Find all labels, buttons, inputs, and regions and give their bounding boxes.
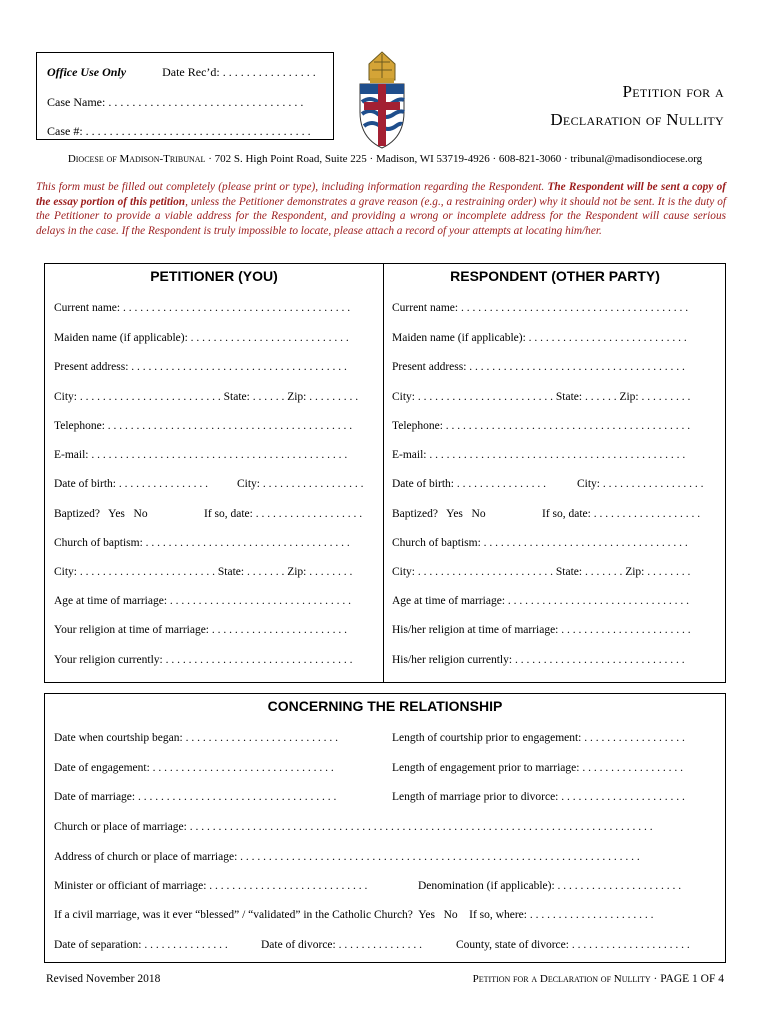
respondent-age-marriage-field[interactable]: Age at time of marriage: . . . . . . . . . . . . . . . . . . . . . . . . . . . . . . . .: [392, 595, 690, 607]
respondent-telephone-field[interactable]: Telephone: . . . . . . . . . . . . . . . . . . . . . . . . . . . . . . . . . . . . . . . . . . .: [392, 420, 691, 432]
respondent-header: RESPONDENT (OTHER PARTY): [450, 268, 660, 284]
page-number: · PAGE 1 OF 4: [650, 973, 724, 985]
respondent-current-name-field[interactable]: Current name: . . . . . . . . . . . . . . . . . . . . . . . . . . . . . . . . . . . . . . . .: [392, 302, 689, 314]
divorce-date-field[interactable]: Date of divorce: . . . . . . . . . . . . . . .: [261, 939, 422, 951]
courtship-began-field[interactable]: Date when courtship began: . . . . . . . . . . . . . . . . . . . . . . . . . . .: [54, 732, 338, 744]
engagement-date-field[interactable]: Date of engagement: . . . . . . . . . . . . . . . . . . . . . . . . . . . . . . . .: [54, 762, 334, 774]
instructions-paragraph: [36, 180, 726, 238]
diocese-name: Diocese of Madison-Tribunal: [67, 153, 206, 165]
respondent-maiden-name-field[interactable]: Maiden name (if applicable): . . . . . . . . . . . . . . . . . . . . . . . . . . . .: [392, 332, 687, 344]
office-use-row: [47, 65, 316, 80]
courtship-length-field[interactable]: Length of courtship prior to engagement: . . . . . . . . . . . . . . . . . .: [392, 732, 685, 744]
church-address-field[interactable]: Address of church or place of marriage: . . . . . . . . . . . . . . . . . . . . . . . . . . . . . . . . . . . . . . . . . . . . . . . . . . . . . . . . . . . . . . . . . . . . . .: [54, 851, 640, 863]
page-footer: [473, 973, 724, 985]
minister-field[interactable]: Minister or officiant of marriage: . . . . . . . . . . . . . . . . . . . . . . . . . . . .: [54, 880, 368, 892]
petitioner-baptized-choice[interactable]: Baptized? Yes No: [54, 508, 148, 520]
revision-date: Revised November 2018: [46, 973, 161, 985]
petitioner-baptism-date-field[interactable]: If so, date: . . . . . . . . . . . . . . . . . . .: [204, 508, 363, 520]
office-use-label: Office Use Only: [47, 65, 127, 79]
case-name-field[interactable]: Case Name: . . . . . . . . . . . . . . . . . . . . . . . . . . . . . . . . .: [47, 95, 304, 109]
petitioner-age-marriage-field[interactable]: Age at time of marriage: . . . . . . . . . . . . . . . . . . . . . . . . . . . . . . . .: [54, 595, 352, 607]
diocese-details: · 702 S. High Point Road, Suite 225 · Madison, WI 53719-4926 · 608-821-3060 · tribunal@madisondiocese.org: [205, 153, 703, 165]
respondent-city-state-zip-field[interactable]: City: . . . . . . . . . . . . . . . . . . . . . . . . State: . . . . . . Zip: . . . . . . . . .: [392, 391, 691, 403]
diocese-crest-icon: [352, 50, 412, 155]
date-received-field[interactable]: Date Rec’d: . . . . . . . . . . . . . . . .: [162, 65, 316, 79]
diocese-address-line: [36, 153, 734, 165]
instructions-part-1: This form must be filled out completely (please print or type), including information regarding the Respondent.: [36, 181, 548, 193]
engagement-length-field[interactable]: Length of engagement prior to marriage: . . . . . . . . . . . . . . . . . .: [392, 762, 683, 774]
separation-date-field[interactable]: Date of separation: . . . . . . . . . . . . . . .: [54, 939, 228, 951]
civil-marriage-blessed-field[interactable]: If a civil marriage, was it ever “blessed” / “validated” in the Catholic Church? Yes No If so, where: . . . . . . . . . . . . . . . . . . . . . .: [54, 909, 654, 921]
petitioner-church-baptism-field[interactable]: Church of baptism: . . . . . . . . . . . . . . . . . . . . . . . . . . . . . . . . . . . .: [54, 537, 350, 549]
page-title: [550, 78, 724, 134]
petitioner-maiden-name-field[interactable]: Maiden name (if applicable): . . . . . . . . . . . . . . . . . . . . . . . . . . . .: [54, 332, 349, 344]
petitioner-address-field[interactable]: Present address: . . . . . . . . . . . . . . . . . . . . . . . . . . . . . . . . . . . . . .: [54, 361, 347, 373]
church-place-field[interactable]: Church or place of marriage: . . . . . . . . . . . . . . . . . . . . . . . . . . . . . . . . . . . . . . . . . . . . . . . . . . . . . . . . . . . . . . . . . . . . . . . . . . . . . . . . .: [54, 821, 653, 833]
relationship-header: CONCERNING THE RELATIONSHIP: [267, 698, 503, 714]
petitioner-email-field[interactable]: E-mail: . . . . . . . . . . . . . . . . . . . . . . . . . . . . . . . . . . . . . . . . . . . . .: [54, 449, 348, 461]
petitioner-city-state-zip-field[interactable]: City: . . . . . . . . . . . . . . . . . . . . . . . . . State: . . . . . . Zip: . . . . . . . . .: [54, 391, 359, 403]
respondent-baptism-city-state-zip-field[interactable]: City: . . . . . . . . . . . . . . . . . . . . . . . . State: . . . . . . . Zip: . . . . . . . .: [392, 566, 691, 578]
respondent-baptism-date-field[interactable]: If so, date: . . . . . . . . . . . . . . . . . . .: [542, 508, 701, 520]
petitioner-baptism-city-state-zip-field[interactable]: City: . . . . . . . . . . . . . . . . . . . . . . . . State: . . . . . . . Zip: . . . . . . . .: [54, 566, 353, 578]
respondent-birth-city-field[interactable]: City: . . . . . . . . . . . . . . . . . .: [577, 478, 704, 490]
denomination-field[interactable]: Denomination (if applicable): . . . . . . . . . . . . . . . . . . . . . .: [418, 880, 682, 892]
petitioner-telephone-field[interactable]: Telephone: . . . . . . . . . . . . . . . . . . . . . . . . . . . . . . . . . . . . . . . . . . .: [54, 420, 353, 432]
title-line-1: Petition for a: [622, 82, 724, 101]
title-line-2: Declaration of Nullity: [550, 110, 724, 129]
petitioner-header: PETITIONER (YOU): [150, 268, 278, 284]
marriage-date-field[interactable]: Date of marriage: . . . . . . . . . . . . . . . . . . . . . . . . . . . . . . . . . . .: [54, 791, 337, 803]
column-divider: [383, 263, 384, 683]
case-number-field[interactable]: Case #: . . . . . . . . . . . . . . . . . . . . . . . . . . . . . . . . . . . . . .: [47, 124, 311, 138]
footer-title: Petition for a Declaration of Nullity: [472, 973, 651, 985]
respondent-address-field[interactable]: Present address: . . . . . . . . . . . . . . . . . . . . . . . . . . . . . . . . . . . . . .: [392, 361, 685, 373]
petitioner-dob-field[interactable]: Date of birth: . . . . . . . . . . . . . . . .: [54, 478, 208, 490]
instructions-part-2: , unless the Petitioner demonstrates a grave reason (e.g., a restraining order) why it should not be sent. It is the duty of the Petitioner to provide a viable address for the Respondent, and providing a wrong or incomplete address for the Respondent will cause serious delays in the case. If the Respondent is truly impossible to locate, please attach a record of your attempts at locating him/her.: [36, 195, 727, 237]
petitioner-birth-city-field[interactable]: City: . . . . . . . . . . . . . . . . . .: [237, 478, 364, 490]
respondent-baptized-choice[interactable]: Baptized? Yes No: [392, 508, 486, 520]
respondent-religion-marriage-field[interactable]: His/her religion at time of marriage: . . . . . . . . . . . . . . . . . . . . . . .: [392, 624, 691, 636]
respondent-church-baptism-field[interactable]: Church of baptism: . . . . . . . . . . . . . . . . . . . . . . . . . . . . . . . . . . . .: [392, 537, 688, 549]
petitioner-religion-marriage-field[interactable]: Your religion at time of marriage: . . . . . . . . . . . . . . . . . . . . . . . .: [54, 624, 348, 636]
divorce-county-state-field[interactable]: County, state of divorce: . . . . . . . . . . . . . . . . . . . . .: [456, 939, 690, 951]
petitioner-religion-current-field[interactable]: Your religion currently: . . . . . . . . . . . . . . . . . . . . . . . . . . . . . . . . .: [54, 654, 353, 666]
parties-section: [44, 263, 726, 683]
instructions-bold: The Respondent will be sent a copy of the essay portion of this petition: [36, 181, 726, 208]
marriage-length-field[interactable]: Length of marriage prior to divorce: . . . . . . . . . . . . . . . . . . . . . .: [392, 791, 685, 803]
respondent-religion-current-field[interactable]: His/her religion currently: . . . . . . . . . . . . . . . . . . . . . . . . . . . . . .: [392, 654, 685, 666]
respondent-email-field[interactable]: E-mail: . . . . . . . . . . . . . . . . . . . . . . . . . . . . . . . . . . . . . . . . . . . . .: [392, 449, 686, 461]
respondent-dob-field[interactable]: Date of birth: . . . . . . . . . . . . . . . .: [392, 478, 546, 490]
petitioner-current-name-field[interactable]: Current name: . . . . . . . . . . . . . . . . . . . . . . . . . . . . . . . . . . . . . . . .: [54, 302, 351, 314]
office-use-box: [36, 52, 334, 140]
